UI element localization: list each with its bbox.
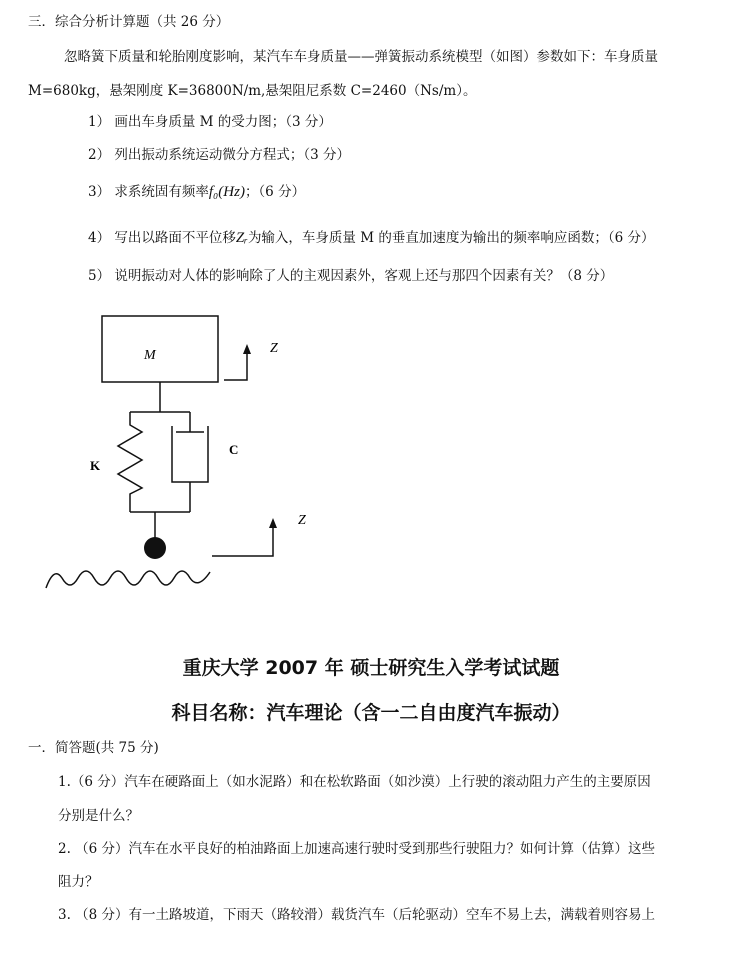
damper-cylinder (172, 426, 208, 482)
intro-line-1: 忽略簧下质量和轮胎刚度影响，某汽车车身质量——弹簧振动系统模型（如图）参数如下：车身质量 (64, 49, 658, 65)
z-label-bottom: Z (298, 513, 306, 528)
q1-line-2: 分别是什么？ (58, 808, 139, 824)
spring-label: K (90, 458, 101, 473)
spring (118, 412, 142, 512)
item-5: 5） 说明振动对人体的影响除了人的主观因素外，客观上还与那四个因素有关？（8 分） (88, 268, 614, 284)
exam-subject: 科目名称：汽车理论（含一二自由度汽车振动） (171, 702, 571, 724)
mass-label: M (144, 348, 156, 363)
road-displacement-variable: Zᵣ (235, 230, 248, 246)
item-4-tail: 为输入，车身质量 M 的垂直加速度为输出的频率响应函数；（6 分） (247, 230, 655, 246)
natural-frequency-formula: f₀(Hz) (208, 184, 245, 200)
q2-line-2: 阻力？ (58, 874, 99, 890)
z-label-top: Z (270, 341, 278, 356)
item-3-tail: ；（6 分） (244, 184, 306, 200)
exam-title: 重庆大学 2007 年 硕士研究生入学考试试题 (182, 657, 560, 679)
item-2: 2） 列出振动系统运动微分方程式；（3 分） (88, 147, 351, 163)
q3-line-1: 3. （8 分）有一土路坡道，下雨天（路较滑）载货汽车（后轮驱动）空车不易上去，满载着则容易上 (58, 907, 656, 923)
section3-heading: 三．综合分析计算题（共 26 分） (28, 14, 230, 30)
road-displacement-arrow (212, 524, 273, 556)
item-1: 1） 画出车身质量 M 的受力图；（3 分） (88, 114, 332, 130)
item-4-text: 4） 写出以路面不平位移 (88, 230, 236, 246)
q2-line-1: 2. （6 分）汽车在水平良好的柏油路面上加速高速行驶时受到那些行驶阻力？如何计算（估算）这些 (58, 841, 656, 857)
mass-block (102, 316, 218, 382)
road-profile (46, 571, 210, 588)
item-3-text: 3） 求系统固有频率 (88, 184, 209, 200)
wheel-contact (144, 537, 166, 559)
damper-label: C (229, 442, 239, 457)
intro-line-2: M=680kg，悬架刚度 K=36800N/m,悬架阻尼系数 C=2460（Ns/m）。 (28, 83, 477, 99)
q1-line-1: 1.（6 分）汽车在硬路面上（如水泥路）和在松软路面（如沙漠）上行驶的滚动阻力产生的主要原因 (58, 774, 651, 790)
section1-heading: 一．简答题(共 75 分) (28, 740, 159, 756)
body-displacement-arrow (224, 350, 247, 380)
